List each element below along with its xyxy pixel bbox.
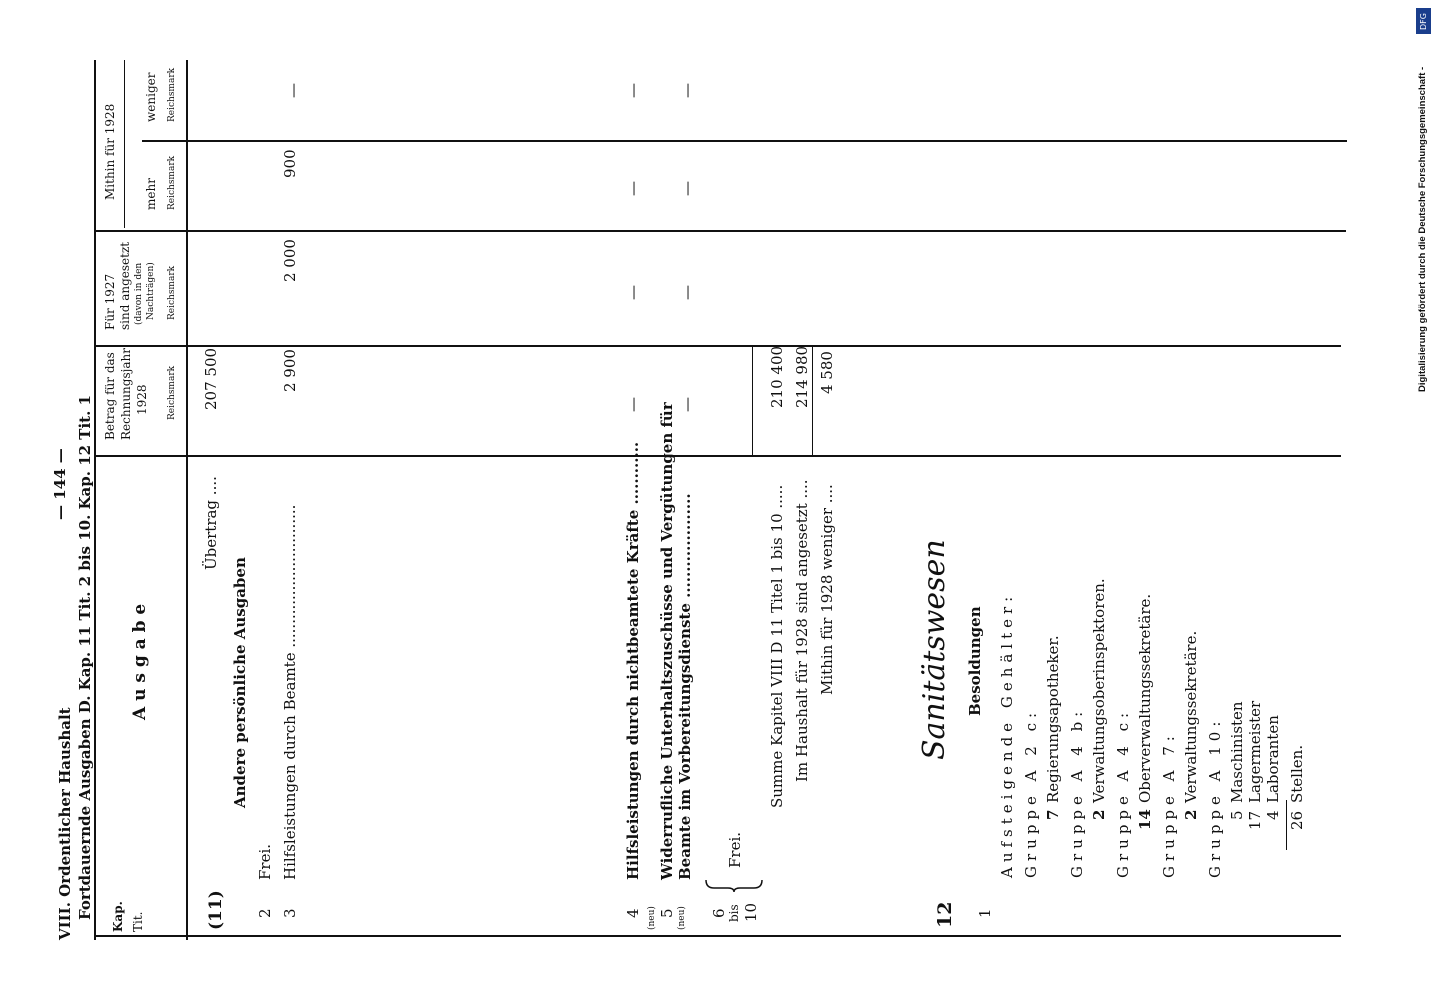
tit-5-dash-1927: — (678, 285, 696, 300)
header-divider-rule (186, 60, 188, 940)
tit-6-text: Frei. (726, 831, 744, 868)
summe-left-rule (752, 345, 753, 455)
gruppe-a10-count-3: 4 (1264, 810, 1282, 820)
header-line-2: Fortdauernde Ausgaben D. Kap. 11 Tit. 2 bis 10. Kap. 12 Tit. 1 (76, 395, 94, 920)
col-mehr-unit: Reichsmark (167, 155, 177, 210)
tit-5-text-line2: Beamte im Vorbereitungsdienste .................... (676, 493, 694, 880)
col-betrag-line2: Rechnungsjahr (119, 348, 133, 440)
col-kap: Kap. (111, 901, 125, 932)
mithin-betrag: 4 580 (818, 351, 836, 394)
col-mithin: Mithin für 1928 (103, 103, 117, 200)
gruppe-a10-count-2: 17 (1246, 810, 1264, 830)
haushalt-betrag: 214 980 (793, 345, 811, 408)
gruppe-a4c-count: 14 (1136, 809, 1154, 830)
betrag-column-rule (96, 345, 1341, 347)
haushalt-text: Im Haushalt für 1928 sind angesetzt .... (793, 479, 811, 782)
gruppe-a4c-label: Gruppe A 4 c: (1114, 707, 1132, 878)
tit-5-text-line1: Widerrufliche Unterhaltszuschüsse und Vergütungen für (658, 402, 676, 880)
gruppe-a10-text-1: Maschinisten (1228, 701, 1246, 803)
gruppe-a4b-count: 2 (1090, 809, 1108, 820)
tit-3-betrag: 2 900 (281, 349, 299, 392)
total-sum-rule (1286, 800, 1287, 850)
tit-4-dash-mehr: — (624, 181, 642, 196)
col-mehr: mehr (144, 178, 158, 210)
kap-column-rule (96, 935, 1341, 937)
tit-5-number: 5 (658, 908, 676, 918)
gruppe-a7-text: Verwaltungssekretäre. (1182, 630, 1200, 803)
uebertrag-betrag: 207 500 (202, 347, 220, 410)
col-weniger: weniger (144, 72, 158, 122)
tit-3-number: 3 (281, 908, 299, 918)
tit-6-number-b: bis (727, 904, 741, 922)
gruppe-a2c-label: Gruppe A 2 c: (1022, 707, 1040, 878)
mehr-column-rule (142, 140, 1347, 142)
col-betrag-line3: 1928 (135, 384, 149, 415)
col-betrag-unit: Reichsmark (167, 365, 177, 420)
mithin-text: Mithin für 1928 weniger .... (818, 484, 836, 695)
section-12-tit: 1 (976, 908, 994, 918)
col-1927-line3: (davon in den (134, 262, 144, 325)
gruppe-a4b-label: Gruppe A 4 b: (1068, 706, 1086, 878)
aufsteigende-label: Aufsteigende Gehälter: (998, 591, 1016, 878)
total-text: Stellen. (1288, 744, 1306, 803)
frame-top-rule (94, 60, 96, 940)
tit-4-number: 4 (624, 908, 642, 918)
gruppe-a4c-text: Oberverwaltungssekretäre. (1136, 593, 1154, 803)
gruppe-a2c-text: Regierungsapotheker. (1044, 635, 1062, 803)
tit-3-weniger: — (284, 83, 302, 98)
fuer1927-column-rule (96, 230, 1346, 232)
header-line-1: VIII. Ordentlicher Haushalt (56, 707, 74, 940)
ausgabe-column-rule (96, 455, 1341, 457)
tit-4-text: Hilfsleistungen durch nichtbeamtete Kräfte ............ (624, 441, 642, 880)
kap-11-label: (11) (206, 890, 226, 930)
gruppe-a7-count: 2 (1182, 809, 1200, 820)
tit-3-mehr: 900 (281, 149, 299, 178)
dfg-logo (1416, 8, 1431, 34)
col-1927-line2: sind angesetzt (118, 241, 132, 330)
col-ausgabe: A u s g a b e (130, 603, 150, 720)
summe-betrag: 210 400 (768, 345, 786, 408)
gruppe-a10-text-2: Lagermeister (1246, 700, 1264, 803)
tit-5-neu-a: (neu) (647, 906, 657, 930)
tit-3-1927: 2 000 (281, 239, 299, 282)
tit-5-dash-weniger: — (678, 83, 696, 98)
mithin-subheader-rule (124, 60, 125, 228)
andere-heading: Andere persönliche Ausgaben (231, 557, 249, 808)
col-1927-unit: Reichsmark (167, 265, 177, 320)
tit-2-text: Frei. (256, 843, 274, 880)
section-12-heading: Besoldungen (966, 606, 984, 716)
tit-2-number: 2 (256, 908, 274, 918)
gruppe-a7-label: Gruppe A 7: (1160, 731, 1178, 878)
tit-3-text: Hilfsleistungen durch Beamte .............................. (281, 504, 299, 880)
gruppe-a10-count-1: 5 (1228, 810, 1246, 820)
kap-12-label: 12 (934, 901, 956, 928)
col-1927-line4: Nachträgen) (146, 262, 156, 320)
tit-6-number-a: 6 (710, 908, 728, 918)
col-tit: Tit. (131, 911, 145, 932)
digitization-credit: Digitalisierung gefördert durch die Deutsche Forschungsgemeinschaft - (1417, 66, 1428, 392)
summe-text: Summe Kapitel VIII D 11 Titel 1 bis 10 ..... (768, 484, 786, 808)
gruppe-a10-text-3: Laboranten (1264, 715, 1282, 803)
col-betrag-line1: Betrag für das (103, 352, 117, 440)
tit-4-dash-betrag: — (624, 397, 642, 412)
tit-5-dash-betrag: — (678, 397, 696, 412)
total-count: 26 (1288, 810, 1306, 830)
tit-5-dash-mehr: — (678, 181, 696, 196)
summe-divider-rule (812, 345, 813, 455)
tit-6-brace (704, 878, 764, 892)
dfg-logo-text: DFG (1419, 12, 1428, 30)
page-number: — 144 — (51, 448, 69, 520)
tit-5-neu-b: (neu) (677, 906, 687, 930)
col-weniger-unit: Reichsmark (167, 67, 177, 122)
tit-4-dash-1927: — (624, 285, 642, 300)
gruppe-a2c-count: 7 (1044, 809, 1062, 820)
section-12-title: Sanitätswesen (917, 539, 952, 760)
uebertrag-label: Übertrag .... (202, 476, 220, 570)
tit-6-number-c: 10 (742, 902, 760, 922)
col-1927-line1: Für 1927 (103, 273, 117, 330)
gruppe-a4b-text: Verwaltungsoberinspektoren. (1090, 578, 1108, 803)
tit-4-dash-weniger: — (624, 83, 642, 98)
gruppe-a10-label: Gruppe A 10: (1206, 716, 1224, 878)
